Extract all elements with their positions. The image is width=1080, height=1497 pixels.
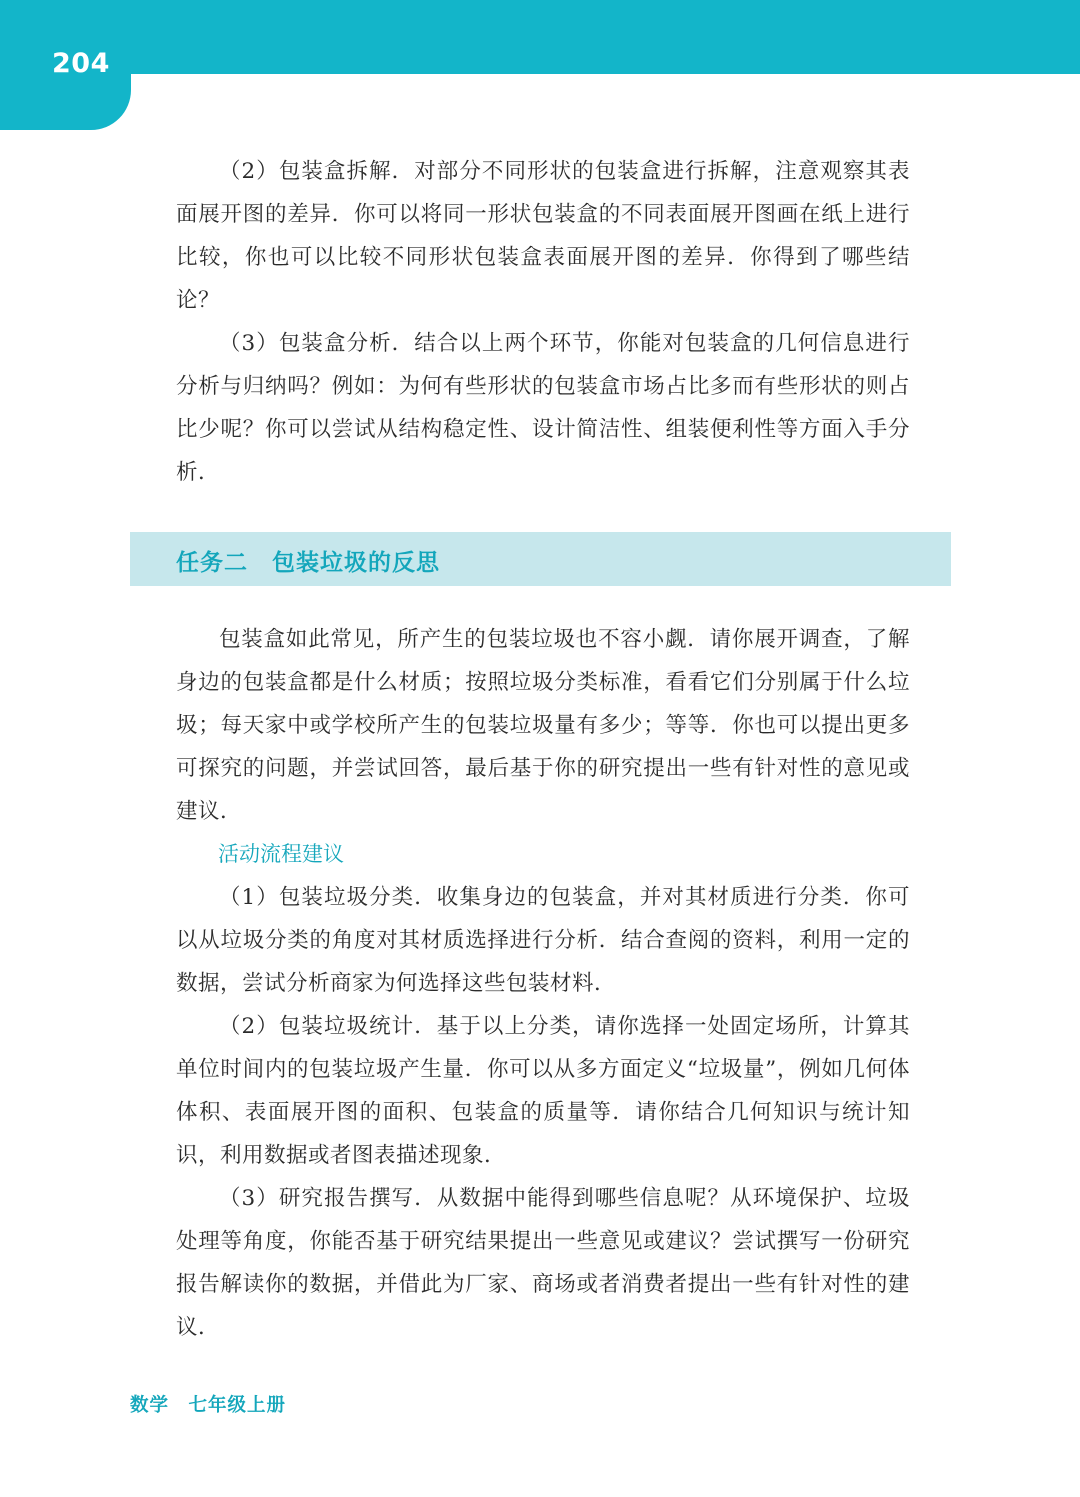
page-number: 204 (52, 48, 110, 79)
header-band (0, 0, 1080, 74)
paragraph-packaging-analysis: （3）包装盒分析．结合以上两个环节，你能对包装盒的几何信息进行分析与归纳吗？例如：为何有些形状的包装盒市场占比多而有些形状的则占比少呢？你可以尝试从结构稳定性、设计简洁性、组装便利性等方面入手分析． (176, 331, 910, 485)
top-section (176, 150, 910, 494)
paragraph-packaging-disassembly: （2）包装盒拆解．对部分不同形状的包装盒进行拆解，注意观察其表面展开图的差异．你可以将同一形状包装盒的不同表面展开图画在纸上进行比较，你也可以比较不同形状包装盒表面展开图的差异．你得到了哪些结论？ (176, 159, 910, 313)
book-footer: 数学 七年级上册 (130, 1395, 287, 1416)
activity-process-heading: 活动流程建议 (218, 842, 344, 866)
task-two-banner (130, 532, 951, 586)
step-waste-statistics: （2）包装垃圾统计．基于以上分类，请你选择一处固定场所，计算其单位时间内的包装垃圾产生量．你可以从多方面定义“垃圾量”，例如几何体体积、表面展开图的面积、包装盒的质量等．请你结合几何知识与统计知识，利用数据或者图表描述现象． (176, 1014, 910, 1168)
step-research-report: （3）研究报告撰写．从数据中能得到哪些信息呢？从环境保护、垃圾处理等角度，你能否基于研究结果提出一些意见或建议？尝试撰写一份研究报告解读你的数据，并借此为厂家、商场或者消费者提出一些有针对性的建议． (176, 1186, 910, 1340)
task-two-intro: 包装盒如此常见，所产生的包装垃圾也不容小觑．请你展开调查，了解身边的包装盒都是什么材质；按照垃圾分类标准，看看它们分别属于什么垃圾；每天家中或学校所产生的包装垃圾量有多少；等等．你也可以提出更多可探究的问题，并尝试回答，最后基于你的研究提出一些有针对性的意见或建议． (176, 627, 910, 824)
task-two-title: 任务二 包装垃圾的反思 (176, 550, 440, 576)
step-waste-classification: （1）包装垃圾分类．收集身边的包装盒，并对其材质进行分类．你可以从垃圾分类的角度对其材质选择进行分析．结合查阅的资料，利用一定的数据，尝试分析商家为何选择这些包装材料． (176, 885, 910, 996)
task-two-body (176, 618, 910, 1349)
